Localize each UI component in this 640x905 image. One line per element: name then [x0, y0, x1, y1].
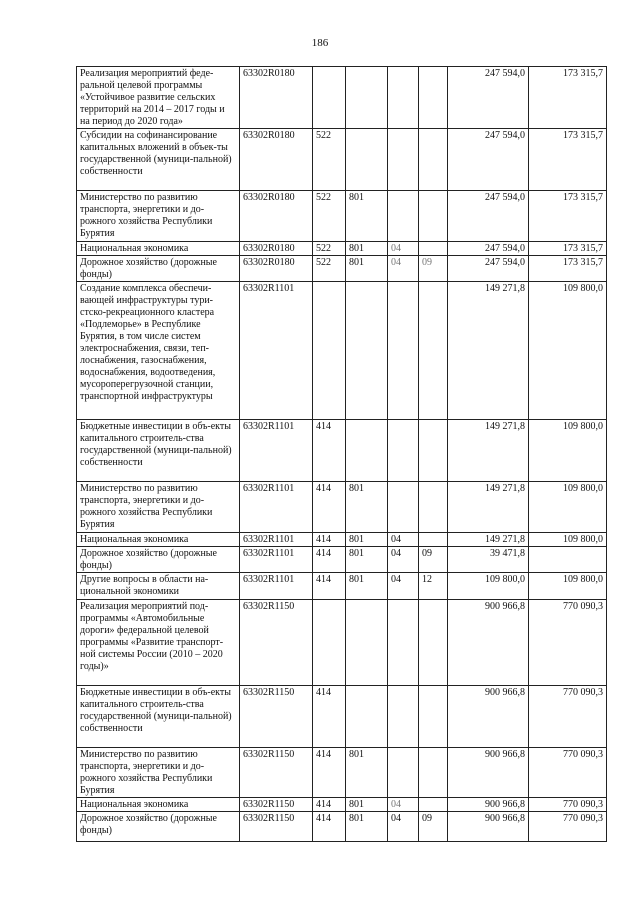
row-name: Министерство по развитию транспорта, энергетики и до-рожного хозяйства Республики Бурятия	[77, 482, 240, 533]
budget-table	[76, 66, 607, 842]
table-row	[77, 191, 607, 242]
row-sum-second: 109 800,0	[529, 482, 607, 533]
row-section: 04	[388, 256, 419, 282]
table-row	[77, 242, 607, 256]
row-subsection	[419, 686, 448, 748]
row-sum-first: 247 594,0	[448, 256, 529, 282]
row-sum-second: 770 090,3	[529, 686, 607, 748]
row-admin-code	[346, 600, 388, 686]
row-subsection	[419, 482, 448, 533]
row-expense-type: 522	[313, 191, 346, 242]
row-admin-code	[346, 420, 388, 482]
row-name: Национальная экономика	[77, 533, 240, 547]
row-expense-type: 414	[313, 798, 346, 812]
table-row	[77, 482, 607, 533]
table-row	[77, 420, 607, 482]
row-admin-code: 801	[346, 798, 388, 812]
row-section: 04	[388, 242, 419, 256]
row-sum-first: 900 966,8	[448, 812, 529, 842]
row-sum-second: 109 800,0	[529, 282, 607, 420]
row-admin-code: 801	[346, 191, 388, 242]
table-row	[77, 547, 607, 573]
row-section	[388, 482, 419, 533]
row-target-code: 63302R0180	[240, 242, 313, 256]
row-subsection	[419, 533, 448, 547]
row-expense-type: 522	[313, 256, 346, 282]
row-section	[388, 748, 419, 798]
row-subsection: 09	[419, 812, 448, 842]
row-sum-second: 109 800,0	[529, 533, 607, 547]
row-subsection	[419, 420, 448, 482]
row-subsection: 09	[419, 547, 448, 573]
row-target-code: 63302R1101	[240, 547, 313, 573]
row-sum-first: 247 594,0	[448, 191, 529, 242]
row-name: Национальная экономика	[77, 242, 240, 256]
row-expense-type: 414	[313, 748, 346, 798]
row-section	[388, 420, 419, 482]
row-target-code: 63302R1150	[240, 798, 313, 812]
row-subsection	[419, 798, 448, 812]
row-admin-code	[346, 67, 388, 129]
row-sum-second: 173 315,7	[529, 191, 607, 242]
table-row	[77, 67, 607, 129]
row-expense-type	[313, 67, 346, 129]
row-subsection	[419, 600, 448, 686]
row-target-code: 63302R1150	[240, 686, 313, 748]
row-subsection	[419, 67, 448, 129]
row-expense-type	[313, 600, 346, 686]
row-subsection	[419, 748, 448, 798]
row-sum-first: 900 966,8	[448, 600, 529, 686]
row-expense-type	[313, 282, 346, 420]
row-expense-type: 414	[313, 573, 346, 600]
row-name: Национальная экономика	[77, 798, 240, 812]
row-target-code: 63302R0180	[240, 129, 313, 191]
row-section	[388, 282, 419, 420]
row-admin-code	[346, 686, 388, 748]
page-number: 186	[311, 37, 329, 49]
row-sum-first: 247 594,0	[448, 242, 529, 256]
row-subsection: 09	[419, 256, 448, 282]
row-expense-type: 522	[313, 242, 346, 256]
row-subsection	[419, 129, 448, 191]
row-section	[388, 129, 419, 191]
row-sum-second: 770 090,3	[529, 748, 607, 798]
table-row	[77, 798, 607, 812]
row-expense-type: 414	[313, 420, 346, 482]
row-sum-first: 247 594,0	[448, 129, 529, 191]
row-admin-code: 801	[346, 812, 388, 842]
row-expense-type: 414	[313, 533, 346, 547]
table-row	[77, 573, 607, 600]
row-admin-code: 801	[346, 748, 388, 798]
row-name: Министерство по развитию транспорта, энергетики и до-рожного хозяйства Республики Бурятия	[77, 748, 240, 798]
row-name: Дорожное хозяйство (дорожные фонды)	[77, 256, 240, 282]
row-section	[388, 191, 419, 242]
row-target-code: 63302R1101	[240, 282, 313, 420]
row-name: Субсидии на софинансирование капитальных вложений в объек-ты государственной (муници-пальной) собственности	[77, 129, 240, 191]
row-sum-second: 173 315,7	[529, 67, 607, 129]
row-admin-code: 801	[346, 547, 388, 573]
row-target-code: 63302R1101	[240, 533, 313, 547]
row-sum-second: 173 315,7	[529, 242, 607, 256]
table-body	[77, 67, 607, 842]
row-sum-second: 770 090,3	[529, 798, 607, 812]
row-admin-code: 801	[346, 256, 388, 282]
row-name: Создание комплекса обеспечи-вающей инфраструктуры тури-стско-рекреационного кластера «Подлеморье» в Республике Бурятия, в том числе систем электроснабжения, связи, теп-лоснабжения, газоснабжения, водоснабжения, водоотведения, мусороперегрузочной станции, транспортной инфраструктуры	[77, 282, 240, 420]
row-name: Бюджетные инвестиции в объ-екты капитального строитель-ства государственной (муници-пальной) собственности	[77, 420, 240, 482]
row-expense-type: 522	[313, 129, 346, 191]
table-row	[77, 748, 607, 798]
row-expense-type: 414	[313, 482, 346, 533]
row-name: Реализация мероприятий феде-ральной целевой программы «Устойчивое развитие сельских территорий на 2014 – 2017 годы и на период до 2020 года»	[77, 67, 240, 129]
row-admin-code: 801	[346, 242, 388, 256]
row-sum-first: 900 966,8	[448, 798, 529, 812]
row-section	[388, 686, 419, 748]
row-target-code: 63302R1101	[240, 420, 313, 482]
row-sum-first: 149 271,8	[448, 282, 529, 420]
row-section: 04	[388, 573, 419, 600]
row-section: 04	[388, 798, 419, 812]
row-name: Министерство по развитию транспорта, энергетики и до-рожного хозяйства Республики Бурятия	[77, 191, 240, 242]
row-sum-second: 770 090,3	[529, 600, 607, 686]
row-expense-type: 414	[313, 812, 346, 842]
row-admin-code: 801	[346, 482, 388, 533]
row-name: Реализация мероприятий под-программы «Автомобильные дороги» федеральной целевой программы «Развитие транспорт-ной системы России (2010 – 2020 годы)»	[77, 600, 240, 686]
row-sum-second: 173 315,7	[529, 129, 607, 191]
row-name: Бюджетные инвестиции в объ-екты капитального строитель-ства государственной (муници-пальной) собственности	[77, 686, 240, 748]
table-row	[77, 600, 607, 686]
row-sum-first: 900 966,8	[448, 748, 529, 798]
row-name: Дорожное хозяйство (дорожные фонды)	[77, 812, 240, 842]
row-expense-type: 414	[313, 547, 346, 573]
table-row	[77, 282, 607, 420]
row-sum-second: 173 315,7	[529, 256, 607, 282]
row-section: 04	[388, 812, 419, 842]
row-target-code: 63302R1150	[240, 812, 313, 842]
row-admin-code	[346, 282, 388, 420]
row-sum-first: 109 800,0	[448, 573, 529, 600]
row-section: 04	[388, 547, 419, 573]
row-subsection	[419, 191, 448, 242]
row-section	[388, 67, 419, 129]
table-row	[77, 686, 607, 748]
row-admin-code	[346, 129, 388, 191]
row-subsection	[419, 282, 448, 420]
row-sum-first: 149 271,8	[448, 533, 529, 547]
row-admin-code: 801	[346, 533, 388, 547]
row-target-code: 63302R0180	[240, 67, 313, 129]
row-sum-second	[529, 547, 607, 573]
row-sum-first: 149 271,8	[448, 420, 529, 482]
table-row	[77, 129, 607, 191]
row-section	[388, 600, 419, 686]
row-admin-code: 801	[346, 573, 388, 600]
row-sum-second: 109 800,0	[529, 573, 607, 600]
table-row	[77, 533, 607, 547]
row-sum-first: 900 966,8	[448, 686, 529, 748]
row-subsection: 12	[419, 573, 448, 600]
row-subsection	[419, 242, 448, 256]
row-name: Другие вопросы в области на-циональной экономики	[77, 573, 240, 600]
row-target-code: 63302R1150	[240, 600, 313, 686]
row-section: 04	[388, 533, 419, 547]
row-target-code: 63302R0180	[240, 256, 313, 282]
row-sum-second: 770 090,3	[529, 812, 607, 842]
row-target-code: 63302R1101	[240, 482, 313, 533]
row-sum-first: 149 271,8	[448, 482, 529, 533]
row-expense-type: 414	[313, 686, 346, 748]
table-row	[77, 812, 607, 842]
row-name: Дорожное хозяйство (дорожные фонды)	[77, 547, 240, 573]
row-target-code: 63302R1101	[240, 573, 313, 600]
row-target-code: 63302R1150	[240, 748, 313, 798]
row-target-code: 63302R0180	[240, 191, 313, 242]
row-sum-second: 109 800,0	[529, 420, 607, 482]
row-sum-first: 39 471,8	[448, 547, 529, 573]
table-row	[77, 256, 607, 282]
row-sum-first: 247 594,0	[448, 67, 529, 129]
